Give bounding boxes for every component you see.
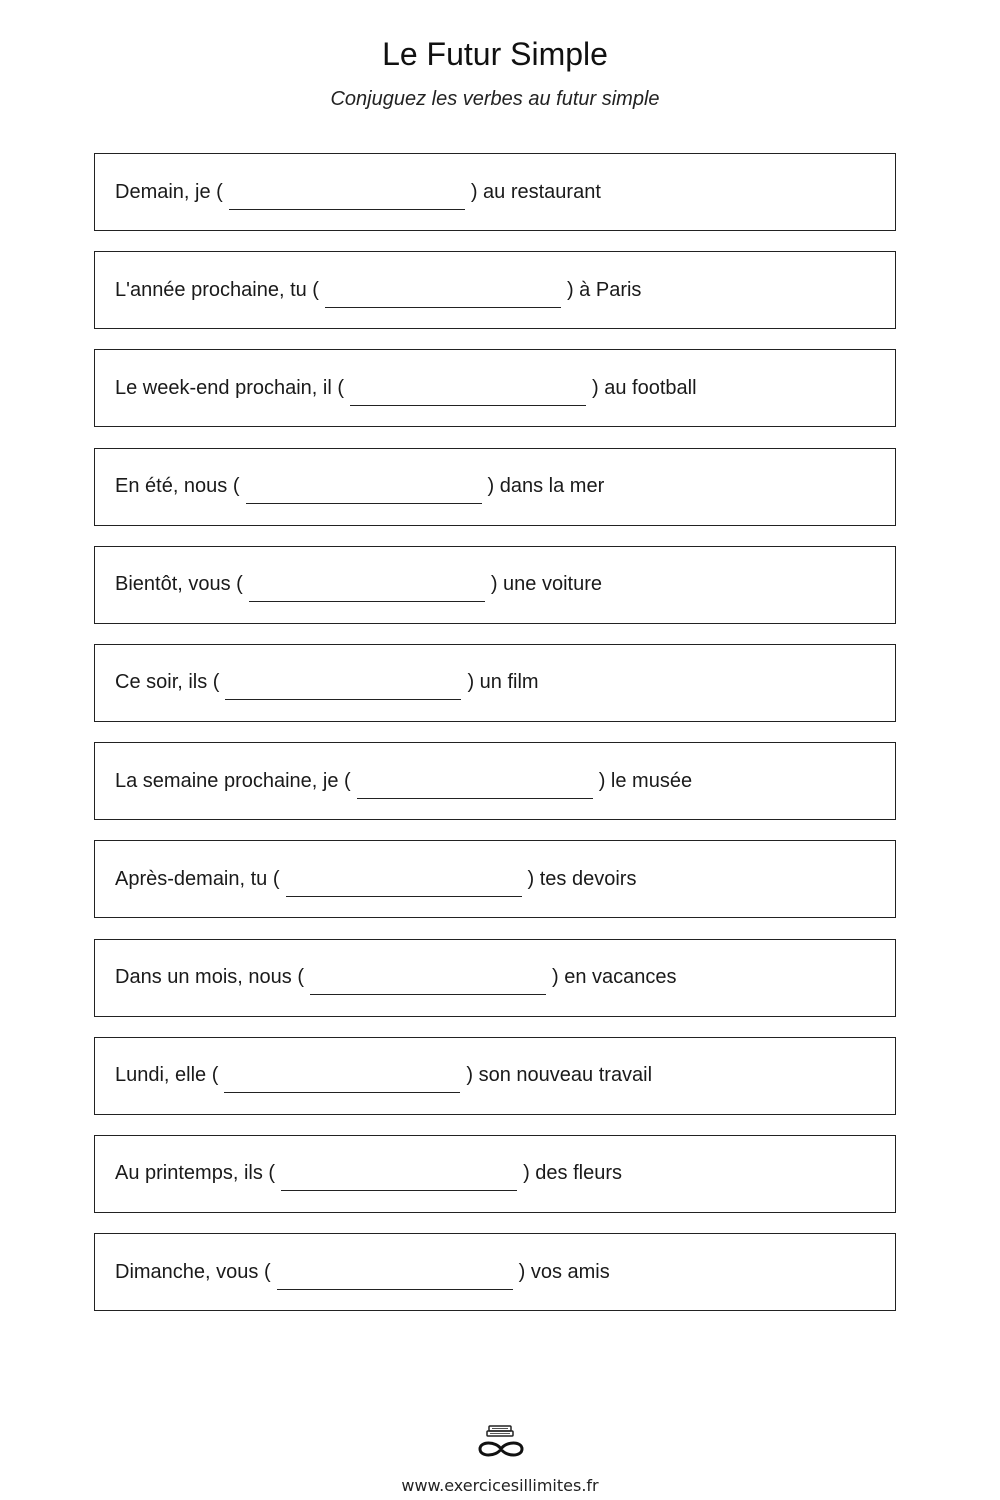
answer-blank[interactable] — [249, 579, 485, 602]
exercise-item — [94, 1135, 896, 1213]
exercise-item — [94, 939, 896, 1017]
exercise-prompt-start: Bientôt, vous ( — [115, 573, 243, 596]
answer-blank[interactable] — [224, 1070, 460, 1093]
exercise-list — [94, 153, 896, 1331]
exercise-prompt-start: Dimanche, vous ( — [115, 1260, 271, 1283]
exercise-prompt-start: Demain, je ( — [115, 180, 223, 203]
answer-blank[interactable] — [325, 285, 561, 308]
exercise-prompt-end: ) au football — [592, 376, 697, 399]
exercise-item — [94, 742, 896, 820]
exercise-prompt-start: Après-demain, tu ( — [115, 867, 280, 890]
answer-blank[interactable] — [277, 1267, 513, 1290]
exercise-prompt-end: ) le musée — [598, 769, 693, 792]
exercise-prompt-start: Le week-end prochain, il ( — [115, 376, 345, 399]
answer-blank[interactable] — [229, 187, 465, 210]
exercise-prompt-start: Au printemps, ils ( — [115, 1162, 276, 1185]
answer-blank[interactable] — [225, 677, 461, 700]
exercise-prompt-end: ) à Paris — [566, 278, 642, 301]
answer-blank[interactable] — [310, 972, 546, 995]
answer-blank[interactable] — [246, 481, 482, 504]
exercise-prompt-start: En été, nous ( — [115, 475, 240, 498]
footer-url: www.exercicesillimites.fr — [401, 1476, 599, 1495]
exercise-item — [94, 251, 896, 329]
answer-blank[interactable] — [357, 776, 593, 799]
exercise-prompt-start: L'année prochaine, tu ( — [115, 278, 319, 301]
exercise-prompt-end: ) un film — [467, 671, 539, 694]
exercise-prompt-start: Lundi, elle ( — [115, 1064, 219, 1087]
books-infinity-icon — [474, 1422, 528, 1464]
exercise-item — [94, 1037, 896, 1115]
exercise-item — [94, 644, 896, 722]
exercise-prompt-start: La semaine prochaine, je ( — [115, 769, 351, 792]
exercise-prompt-end: ) en vacances — [551, 966, 677, 988]
exercise-prompt-end: ) tes devoirs — [527, 867, 637, 890]
exercise-item — [94, 349, 896, 427]
exercise-item — [94, 153, 896, 231]
exercise-item — [94, 840, 896, 918]
page-subtitle: Conjuguez les verbes au futur simple — [330, 88, 660, 110]
answer-blank[interactable] — [281, 1168, 517, 1191]
exercise-prompt-end: ) une voiture — [490, 573, 603, 596]
exercise-prompt-end: ) dans la mer — [487, 475, 605, 498]
exercise-item — [94, 448, 896, 526]
exercise-prompt-end: ) des fleurs — [523, 1162, 622, 1185]
exercise-item — [94, 1233, 896, 1311]
answer-blank[interactable] — [286, 874, 522, 897]
exercise-prompt-start: Dans un mois, nous ( — [115, 966, 304, 988]
exercise-prompt-end: ) au restaurant — [470, 180, 601, 203]
page-title: Le Futur Simple — [382, 36, 608, 72]
exercise-item — [94, 546, 896, 624]
answer-blank[interactable] — [350, 383, 586, 406]
exercise-prompt-start: Ce soir, ils ( — [115, 671, 220, 694]
exercise-prompt-end: ) vos amis — [518, 1260, 610, 1283]
exercise-prompt-end: ) son nouveau travail — [466, 1064, 653, 1087]
